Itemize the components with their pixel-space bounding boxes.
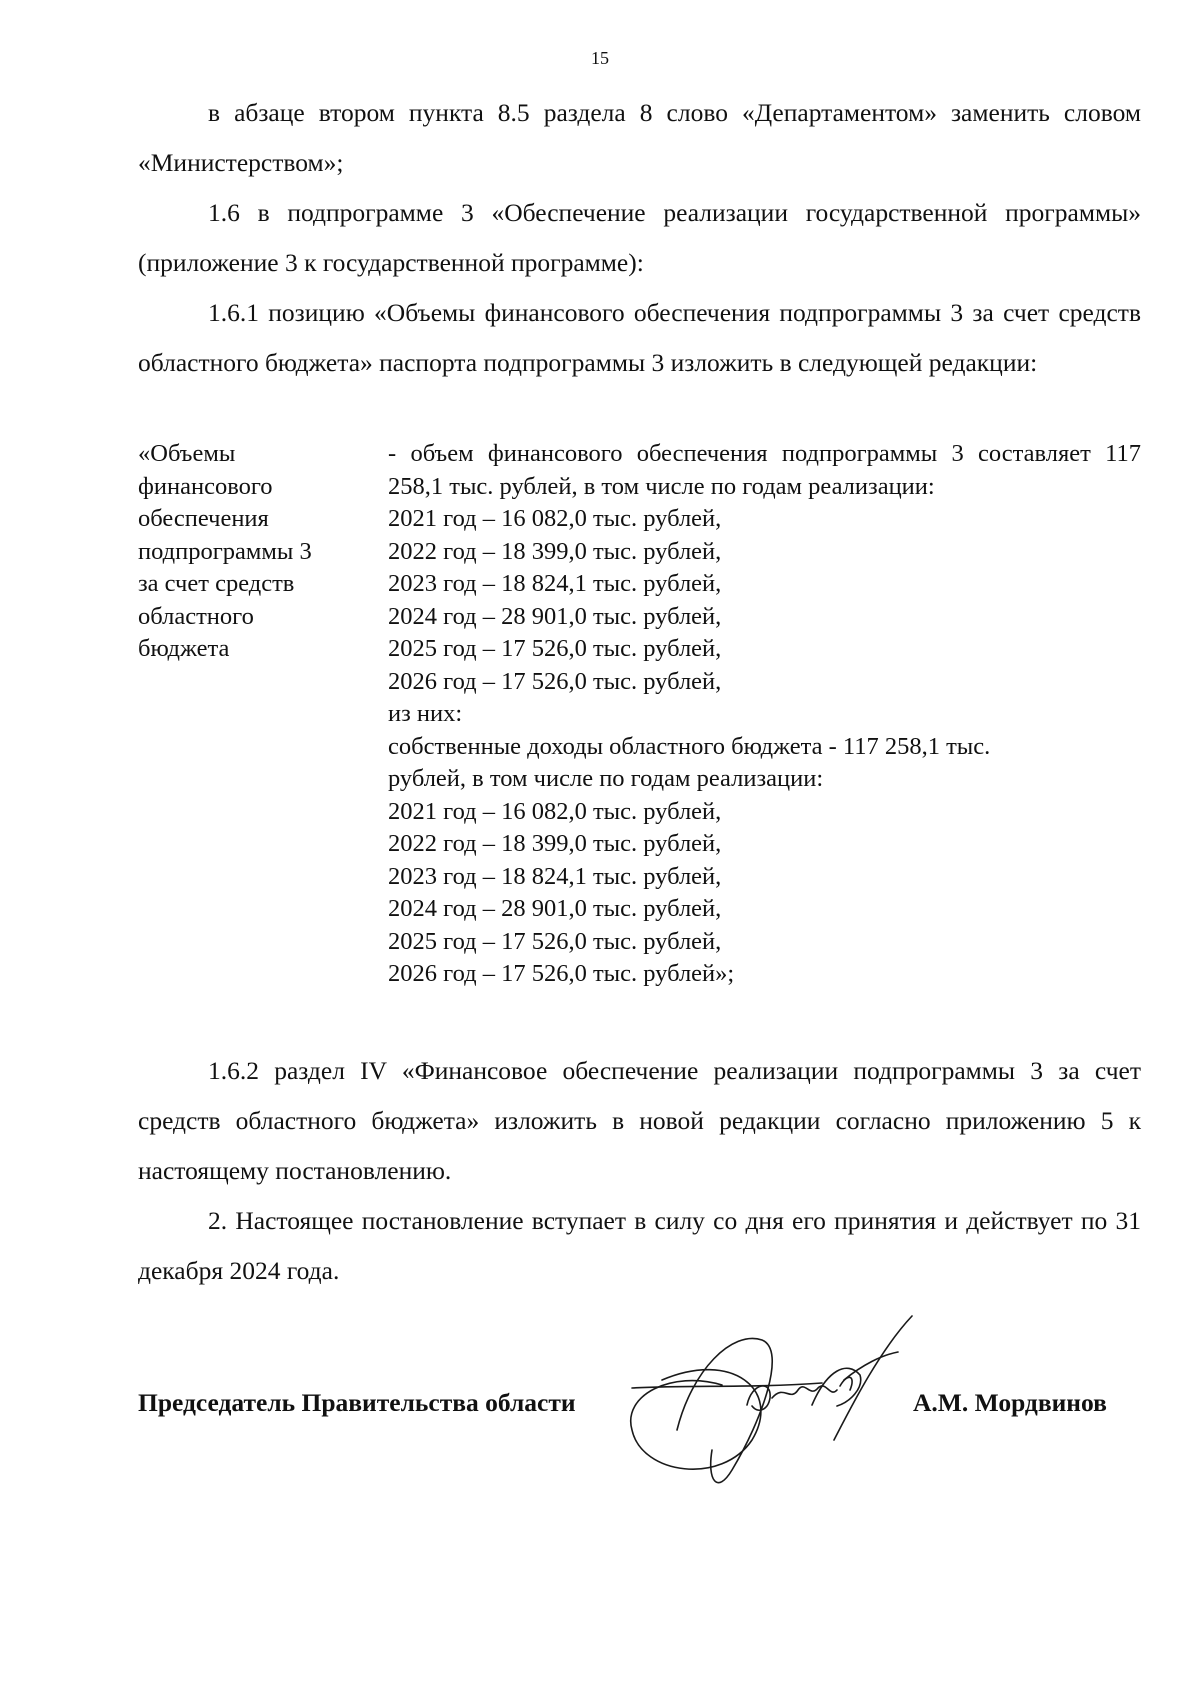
passport-value-column: [380, 438, 1141, 991]
year-line: 2022 год – 18 399,0 тыс. рублей,: [388, 830, 722, 857]
year-line: 2021 год – 16 082,0 тыс. рублей,: [388, 797, 722, 825]
passport-label-line: за счет средств: [138, 570, 295, 597]
year-line: 2022 год – 18 399,0 тыс. рублей,: [388, 537, 722, 565]
passport-label-line: областного: [138, 602, 254, 630]
year-line: 2026 год – 17 526,0 тыс. рублей»;: [388, 960, 735, 987]
year-line: 2025 год – 17 526,0 тыс. рублей,: [388, 927, 722, 955]
year-line: 2024 год – 28 901,0 тыс. рублей,: [388, 895, 722, 922]
body-text-top: [138, 88, 1141, 388]
passport-label-line: подпрограммы 3: [138, 537, 312, 565]
signatory-name: А.М. Мордвинов: [913, 1388, 1107, 1417]
year-line: 2021 год – 16 082,0 тыс. рублей,: [388, 505, 722, 532]
paragraph: 1.6.1 позицию «Объемы финансового обеспечения подпрограммы 3 за счет средств областного бюджета» паспорта подпрограммы 3 изложить в следующей редакции:: [138, 298, 1141, 377]
passport-position: [138, 438, 1141, 991]
paragraph: 2. Настоящее постановление вступает в силу со дня его принятия и действует по 31 декабря 2024 года.: [138, 1206, 1141, 1285]
passport-label-line: обеспечения: [138, 505, 269, 532]
signatory-title: Председатель Правительства области: [138, 1388, 576, 1417]
passport-label-line: финансового: [138, 472, 273, 500]
passport-lead: - объем финансового обеспечения подпрограммы 3 составляет 117 258,1 тыс. рублей, в том числе по годам реализации:: [388, 440, 1141, 500]
passport-label-line: бюджета: [138, 635, 230, 662]
body-text-bottom: [138, 1046, 1141, 1296]
from-them-line: из них:: [388, 700, 463, 727]
year-line: 2023 год – 18 824,1 тыс. рублей,: [388, 862, 722, 890]
year-line: 2023 год – 18 824,1 тыс. рублей,: [388, 570, 722, 597]
own-income-line: собственные доходы областного бюджета - 117 258,1 тыс.: [388, 732, 991, 760]
handwritten-signature: [612, 1310, 942, 1510]
paragraph: 1.6.2 раздел IV «Финансовое обеспечение реализации подпрограммы 3 за счет средств областного бюджета» изложить в новой редакции согласно приложению 5 к настоящему постановлению.: [138, 1056, 1141, 1185]
own-income-line: рублей, в том числе по годам реализации:: [388, 765, 824, 792]
year-line: 2026 год – 17 526,0 тыс. рублей,: [388, 667, 722, 695]
year-line: 2025 год – 17 526,0 тыс. рублей,: [388, 635, 722, 662]
paragraph: в абзаце втором пункта 8.5 раздела 8 слово «Департаментом» заменить словом «Министерством»;: [138, 98, 1141, 177]
year-line: 2024 год – 28 901,0 тыс. рублей,: [388, 602, 722, 630]
paragraph: 1.6 в подпрограмме 3 «Обеспечение реализации государственной программы» (приложение 3 к государственной программе):: [138, 198, 1141, 277]
passport-label-line: «Объемы: [138, 440, 236, 467]
page-number: 15: [591, 48, 609, 68]
passport-label-column: [138, 438, 380, 991]
